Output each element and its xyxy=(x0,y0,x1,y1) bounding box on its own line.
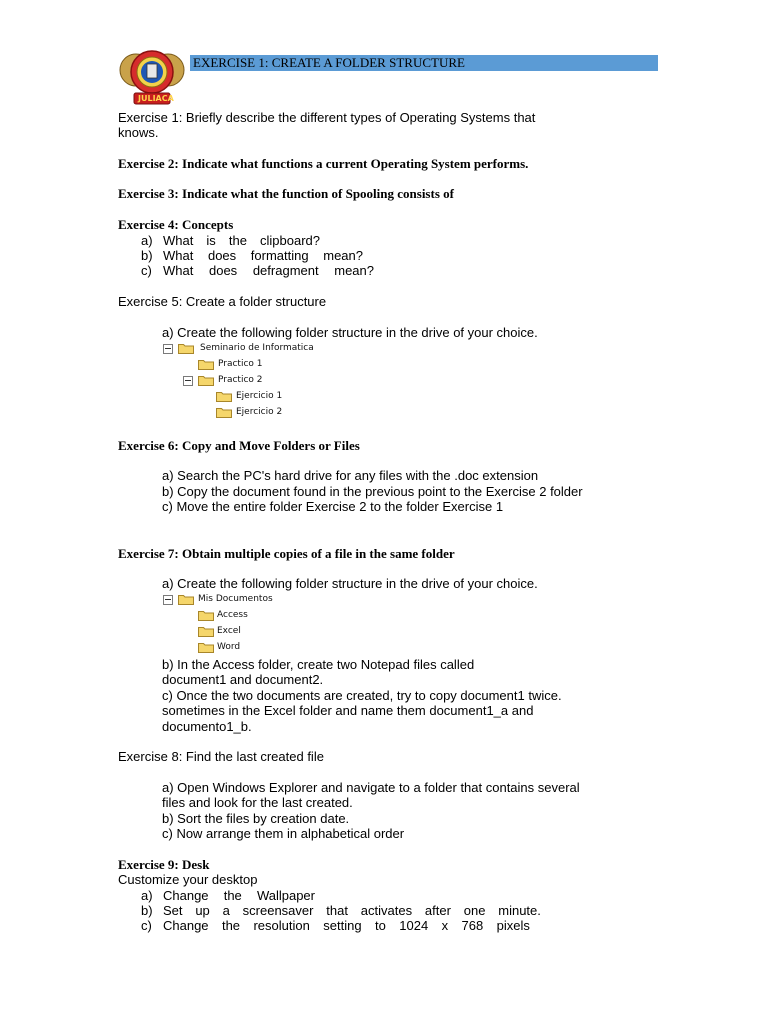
exercise-7-step-b-line-2: document1 and document2. xyxy=(162,672,324,687)
list-item-text xyxy=(163,903,541,918)
word: clipboard? xyxy=(260,233,320,248)
word: one xyxy=(463,903,486,918)
word: the xyxy=(221,918,241,933)
word: to xyxy=(375,918,386,933)
tree-item-label: Seminario de Informatica xyxy=(200,343,314,353)
exercise-9-list xyxy=(141,888,551,933)
exercise-4-title: Exercise 4: Concepts xyxy=(118,217,234,232)
word: activates xyxy=(360,903,413,918)
folder-icon xyxy=(178,594,194,605)
exercise-5-step-a: a) Create the following folder structure in the drive of your choice. xyxy=(162,325,538,340)
list-item-text xyxy=(163,918,530,933)
tree-item-label: Ejercicio 1 xyxy=(236,391,283,401)
folder-icon xyxy=(198,610,214,621)
exercise-7-step-a: a) Create the following folder structure in the drive of your choice. xyxy=(162,576,538,591)
exercise-2-title: Exercise 2: Indicate what functions a current Operating System performs. xyxy=(118,156,529,171)
page-title: EXERCISE 1: CREATE A FOLDER STRUCTURE xyxy=(193,55,465,70)
folder-tree-2 xyxy=(163,592,363,656)
folder-icon xyxy=(198,359,214,370)
word: 1024 xyxy=(399,918,429,933)
word: x xyxy=(441,918,449,933)
list-marker: c) xyxy=(141,918,152,933)
word: a xyxy=(222,903,230,918)
exercise-9-title: Exercise 9: Desk xyxy=(118,857,210,872)
collapse-toggle-icon[interactable] xyxy=(163,595,173,605)
folder-tree-1 xyxy=(163,341,363,421)
folder-icon xyxy=(198,626,214,637)
school-logo xyxy=(116,48,188,108)
collapse-toggle-icon[interactable] xyxy=(163,344,173,354)
list-item xyxy=(141,248,373,263)
word: pixels xyxy=(496,918,530,933)
word: setting xyxy=(323,918,362,933)
folder-icon xyxy=(198,642,214,653)
exercise-7-step-b-line-1: b) In the Access folder, create two Notepad files called xyxy=(162,657,475,672)
word: does xyxy=(207,248,237,263)
folder-icon xyxy=(198,375,214,386)
word: the xyxy=(223,888,242,903)
exercise-6-title: Exercise 6: Copy and Move Folders or Files xyxy=(118,438,360,453)
list-item xyxy=(141,233,373,248)
list-item-text xyxy=(163,248,363,263)
exercise-8-step-a-line-1: a) Open Windows Explorer and navigate to a folder that contains several xyxy=(162,780,580,795)
word: mean? xyxy=(334,263,374,278)
list-item xyxy=(141,903,541,918)
list-item xyxy=(141,888,541,903)
exercise-1-line-2: knows. xyxy=(118,125,159,140)
list-item-text xyxy=(163,263,374,278)
tree-item-label: Word xyxy=(217,642,241,652)
folder-icon xyxy=(178,343,194,354)
exercise-8-step-b: b) Sort the files by creation date. xyxy=(162,811,350,826)
word: What xyxy=(163,263,194,278)
word: does xyxy=(208,263,238,278)
collapse-toggle-icon[interactable] xyxy=(183,376,193,386)
word: minute. xyxy=(498,903,541,918)
word: up xyxy=(195,903,210,918)
exercise-7-step-c-line-3: documento1_b. xyxy=(162,719,252,734)
tree-item-label: Access xyxy=(217,610,248,620)
exercise-4-list xyxy=(141,233,373,278)
word: What xyxy=(163,233,194,248)
list-marker: a) xyxy=(141,233,153,248)
word: Change xyxy=(163,888,209,903)
tree-item-label: Excel xyxy=(217,626,241,636)
word: formatting xyxy=(250,248,309,263)
list-marker: a) xyxy=(141,888,153,903)
exercise-8-step-c: c) Now arrange them in alphabetical order xyxy=(162,826,405,841)
word: defragment xyxy=(252,263,319,278)
exercise-6-step-a: a) Search the PC's hard drive for any files with the .doc extension xyxy=(162,468,539,483)
word: Wallpaper xyxy=(256,888,315,903)
list-item-text xyxy=(163,888,315,903)
list-item-text xyxy=(163,233,320,248)
word: What xyxy=(163,248,194,263)
exercise-6-step-b: b) Copy the document found in the previous point to the Exercise 2 folder xyxy=(162,484,583,499)
exercise-7-step-c-line-1: c) Once the two documents are created, try to copy document1 twice. xyxy=(162,688,562,703)
tree-item-label: Practico 2 xyxy=(218,375,263,385)
exercise-8-step-a-line-2: files and look for the last created. xyxy=(162,795,353,810)
tree-item-label: Ejercicio 2 xyxy=(236,407,283,417)
exercise-6-step-c: c) Move the entire folder Exercise 2 to the folder Exercise 1 xyxy=(162,499,504,514)
list-marker: b) xyxy=(141,248,153,263)
word: screensaver xyxy=(242,903,314,918)
word: the xyxy=(228,233,247,248)
word: is xyxy=(206,233,216,248)
word: mean? xyxy=(323,248,363,263)
tree-item-label: Mis Documentos xyxy=(198,594,273,604)
word: resolution xyxy=(253,918,310,933)
word: 768 xyxy=(461,918,484,933)
exercise-1-line-1: Exercise 1: Briefly describe the different types of Operating Systems that xyxy=(118,110,536,125)
tree-item-label: Practico 1 xyxy=(218,359,263,369)
exercise-9-intro: Customize your desktop xyxy=(118,872,258,887)
word: Set xyxy=(163,903,183,918)
list-marker: b) xyxy=(141,903,153,918)
exercise-8-title: Exercise 8: Find the last created file xyxy=(118,749,324,764)
list-item xyxy=(141,918,541,933)
word: Change xyxy=(163,918,209,933)
word: after xyxy=(424,903,451,918)
exercise-7-step-c-line-2: sometimes in the Excel folder and name them document1_a and xyxy=(162,703,534,718)
exercise-7-title: Exercise 7: Obtain multiple copies of a file in the same folder xyxy=(118,546,455,561)
logo-text: JULIACA xyxy=(138,94,174,103)
folder-icon xyxy=(216,407,232,418)
list-marker: c) xyxy=(141,263,152,278)
exercise-3-title: Exercise 3: Indicate what the function of Spooling consists of xyxy=(118,186,454,201)
folder-icon xyxy=(216,391,232,402)
exercise-5-title: Exercise 5: Create a folder structure xyxy=(118,294,327,309)
list-item xyxy=(141,263,373,278)
word: that xyxy=(326,903,348,918)
